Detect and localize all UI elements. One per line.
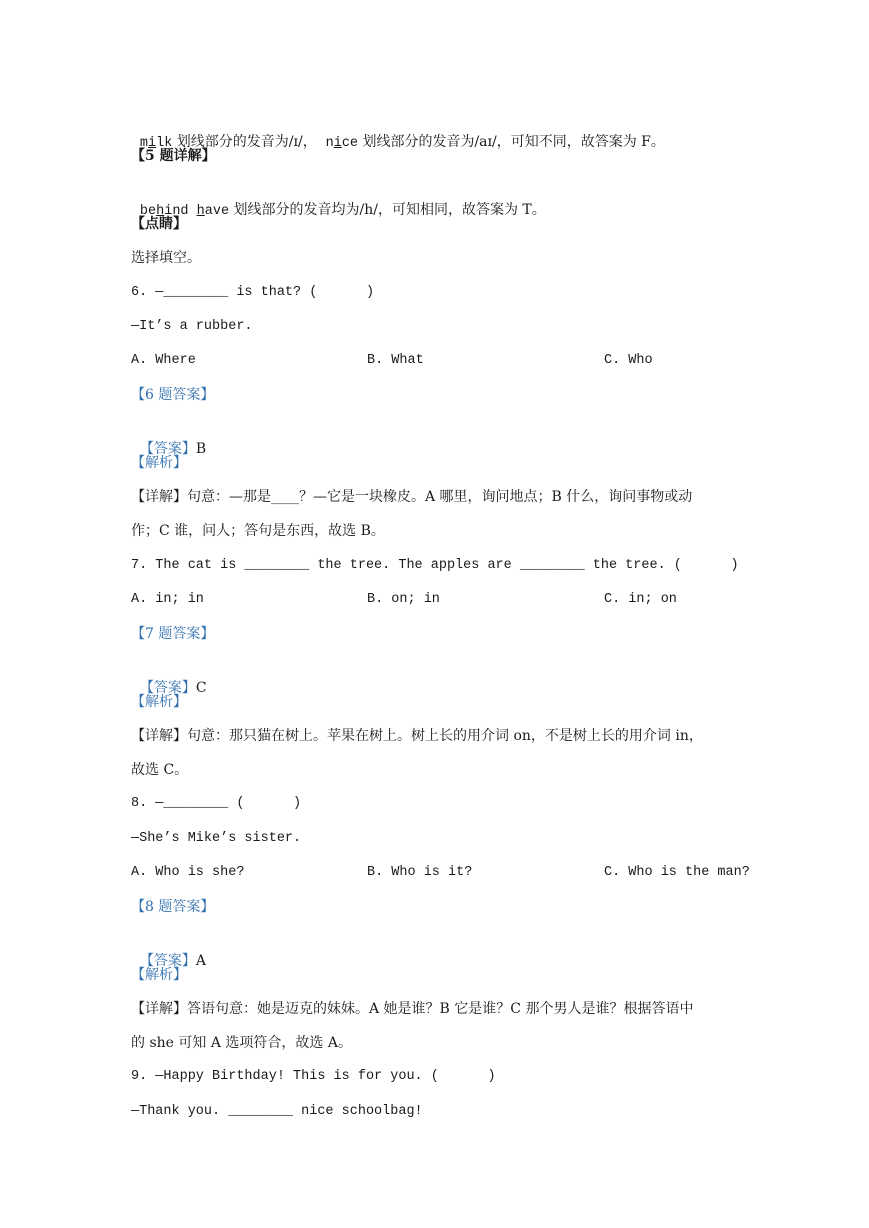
- q6-detail-line2: 作；C 谁，问人；答句是东西，故选 B。: [131, 523, 385, 539]
- q8-option-c: C. Who is the man?: [604, 865, 750, 880]
- q6-analysis-heading: 【解析】: [131, 455, 187, 471]
- word-nice-post: ce: [341, 136, 359, 151]
- word-nice-underlined: i: [333, 136, 342, 151]
- q8-stem: 8. —________ ( ): [131, 796, 302, 811]
- q6-answer-heading: 【6 题答案】: [131, 387, 215, 403]
- word-milk-pre: m: [139, 136, 149, 151]
- q9-reply: —Thank you. ________ nice schoolbag!: [131, 1104, 423, 1119]
- q7-analysis-heading: 【解析】: [131, 694, 187, 710]
- q5-analysis-line: [131, 180, 546, 222]
- q6-option-c: C. Who: [604, 353, 653, 368]
- q8-answer-heading: 【8 题答案】: [131, 899, 215, 915]
- q6-stem: 6. —________ is that? ( ): [131, 285, 375, 300]
- q4-analysis-text2: 划线部分的发音为/aɪ/，可知不同，故答案为 F。: [358, 134, 665, 150]
- q8-detail-line1: 【详解】答语句意：她是迈克的妹妹。A 她是谁？B 它是谁？C 那个男人是谁？根据答语中: [131, 1001, 694, 1017]
- q5-heading: 【5 题详解】: [131, 148, 216, 164]
- q6-option-b: B. What: [367, 353, 424, 368]
- q9-stem: 9. —Happy Birthday! This is for you. ( ): [131, 1069, 496, 1084]
- q7-answer-heading: 【7 题答案】: [131, 626, 215, 642]
- word-behind-pre: be: [139, 204, 157, 219]
- q7-answer-value: C: [195, 680, 207, 696]
- word-milk-underlined: i: [148, 136, 157, 151]
- q7-option-c: C. in; on: [604, 592, 677, 607]
- word-have-post: ave: [204, 204, 230, 219]
- q6-option-a: A. Where: [131, 353, 196, 368]
- word-behind-post: ind: [164, 204, 189, 219]
- q7-option-b: B. on; in: [367, 592, 440, 607]
- word-behind-underlined: h: [156, 204, 165, 219]
- q7-detail-line1: 【详解】句意：那只猫在树上。苹果在树上。树上长的用介词 on，不是树上长的用介词 in，: [131, 728, 703, 744]
- q8-analysis-heading: 【解析】: [131, 967, 187, 983]
- q6-answer-label: 【答案】: [139, 441, 196, 457]
- q5-analysis-text: 划线部分的发音均为/h/，可知相同，故答案为 T。: [229, 202, 546, 218]
- q7-stem: 7. The cat is ________ the tree. The apples are ________ the tree. ( ): [131, 558, 739, 573]
- q8-answer-label: 【答案】: [139, 953, 196, 969]
- q8-option-b: B. Who is it?: [367, 865, 473, 880]
- q7-answer-label: 【答案】: [139, 680, 196, 696]
- q6-detail-line1: 【详解】句意：—那是____？—它是一块橡皮。A 哪里，询问地点；B 什么，询问事物或动: [131, 489, 693, 505]
- q7-detail-line2: 故选 C。: [131, 762, 189, 778]
- word-milk-post: lk: [156, 136, 173, 151]
- dianjing-text: 选择填空。: [131, 250, 201, 266]
- word-have-underlined: h: [196, 204, 205, 219]
- q8-detail-line2: 的 she 可知 A 选项符合，故选 A。: [131, 1035, 352, 1051]
- q8-reply: —She’s Mike’s sister.: [131, 831, 302, 846]
- q6-answer-value: B: [195, 441, 207, 457]
- word-nice-pre: n: [325, 136, 334, 151]
- dianjing-heading: 【点睛】: [131, 216, 187, 232]
- q6-reply: —It’s a rubber.: [131, 319, 253, 334]
- q4-analysis-text1: 划线部分的发音为/ɪ/，: [172, 134, 326, 150]
- q8-option-a: A. Who is she?: [131, 865, 245, 880]
- q7-option-a: A. in; in: [131, 592, 204, 607]
- q8-answer-value: A: [195, 953, 207, 969]
